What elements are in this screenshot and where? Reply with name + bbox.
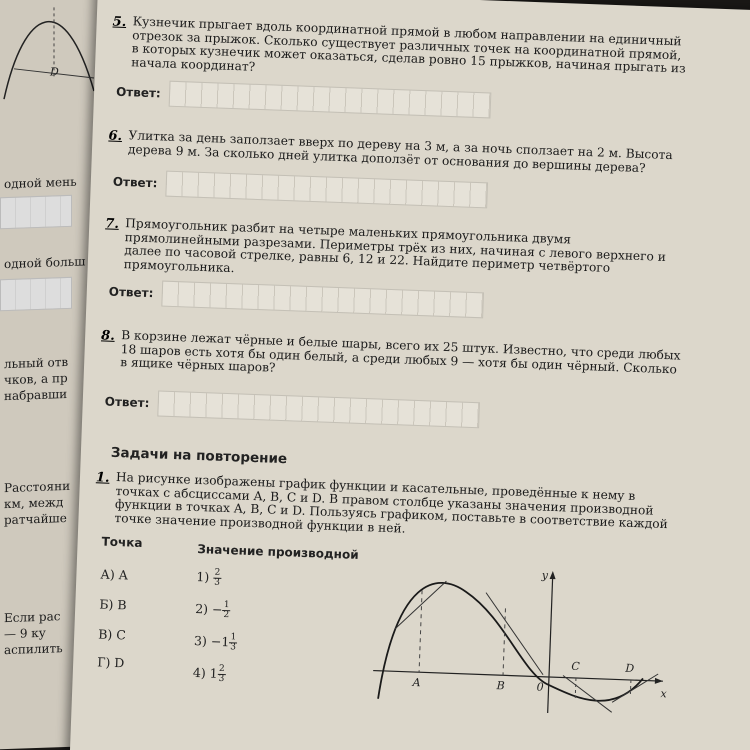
function-curve: [378, 581, 646, 709]
task-number: 7.: [105, 216, 120, 232]
left-text-line: км, межд: [4, 495, 64, 512]
left-text-line: одной мень: [4, 174, 77, 192]
answer-input[interactable]: [168, 81, 491, 119]
task-5: [112, 14, 693, 89]
value-option: 3) −1 $\frac{1}{3}$: [193, 632, 237, 653]
left-answer-box: [0, 277, 72, 312]
answer-input[interactable]: [157, 390, 480, 428]
left-page-graph: [0, 0, 104, 110]
left-text-line: — 9 ку: [4, 625, 46, 642]
answer-label: Ответ:: [104, 394, 150, 411]
left-text-line: Расстояни: [4, 478, 71, 496]
left-text-line: набравши: [4, 386, 68, 404]
left-answer-box: [0, 195, 72, 230]
answer-row-7: [108, 279, 483, 319]
label-c: C: [571, 659, 581, 674]
task-text: На рисунке изображены график функции и касательные, проведённые к нему в точках с абсциссами A, B, C и D. В правом столбце указаны значения производной функции в точках A, B, C и D. Пользуясь графиком, поставьте в соответствие каждой точке значение производной функции в ней.: [114, 469, 668, 536]
task-text: Улитка за день заползает вверх по дереву на 3 м, а за ночь сползает на 2 м. Высота дерева 9 м. За сколько дней улитка доползёт от основания до вершины дерева?: [127, 128, 673, 175]
answer-input[interactable]: [161, 281, 484, 319]
value-option: 2) − $\frac{1}{2}$: [194, 600, 230, 621]
task-number: 1.: [95, 470, 110, 486]
answer-label: Ответ:: [115, 84, 162, 101]
tangent-line: [612, 672, 658, 704]
tangent-line: [483, 593, 546, 675]
task-7: [105, 216, 686, 291]
left-text-line: одной больш: [4, 254, 86, 272]
point-option: Г) D: [96, 654, 125, 671]
guide-c: [575, 678, 576, 698]
y-axis: [548, 573, 553, 713]
guide-a: [419, 590, 422, 672]
label-b: B: [496, 679, 505, 693]
task-number: 8.: [100, 328, 116, 344]
left-text-line: ратчайше: [4, 510, 67, 528]
answer-row-5: [116, 79, 491, 119]
task-text: В корзине лежат чёрные и белые шары, всего их 25 штук. Известно, что среди любых 18 шаров есть хотя бы один белый, а среди любых 9 — хотя бы один чёрный. Сколько в ящике чёрных шаров?: [119, 328, 681, 376]
point-option: В) C: [97, 626, 127, 643]
answer-label: Ответ:: [112, 174, 158, 191]
section-title: Задачи на повторение: [110, 444, 288, 468]
guide-d: [630, 680, 631, 694]
value-option: 1) $\frac{2}{3}$: [196, 567, 221, 588]
point-option: А) A: [100, 566, 129, 583]
answer-row-8: [104, 389, 479, 429]
task-number: 6.: [108, 128, 123, 144]
left-text-line: чков, а пр: [4, 370, 68, 388]
task-text: Кузнечик прыгает вдоль координатной прямой в любом направлении на единичный отрезок за прыжок. Сколько существует различных точек на координатной прямой, в которых кузнечик может оказаться, сделав ровно 15 прыжков, начиная прыгать из начала координат?: [130, 14, 686, 76]
label-a: A: [412, 676, 421, 690]
value-option: 4) 1 $\frac{2}{3}$: [192, 663, 225, 685]
task-8: [100, 328, 681, 390]
label-x: x: [660, 687, 667, 701]
answer-label: Ответ:: [108, 284, 154, 301]
task-6: [108, 128, 689, 177]
function-graph: [372, 559, 677, 720]
left-graph-label-d: D: [50, 65, 59, 79]
textbook-page: [69, 0, 750, 750]
left-text-line: аспилить: [4, 641, 63, 658]
task-number: 5.: [112, 14, 127, 31]
left-text-line: льный отв: [4, 354, 69, 372]
label-zero: 0: [536, 680, 544, 694]
review-task-1: [95, 469, 676, 545]
point-option: Б) B: [99, 596, 127, 613]
label-d: D: [625, 661, 635, 676]
column-header-point: Точка: [101, 534, 143, 551]
column-header-value: Значение производной: [197, 542, 359, 562]
task-text: Прямоугольник разбит на четыре маленьких прямоугольника двумя прямолинейными разрезами. Периметры трёх из них, начиная с левого верхнего и далее по часовой стрелке, равны 6, 12 и 22. Найдите периметр четвёртого прямоугольника.: [123, 216, 667, 275]
answer-input[interactable]: [165, 171, 488, 209]
label-y: y: [541, 568, 549, 582]
left-text-line: Если рас: [4, 609, 61, 626]
answer-row-6: [112, 169, 487, 209]
